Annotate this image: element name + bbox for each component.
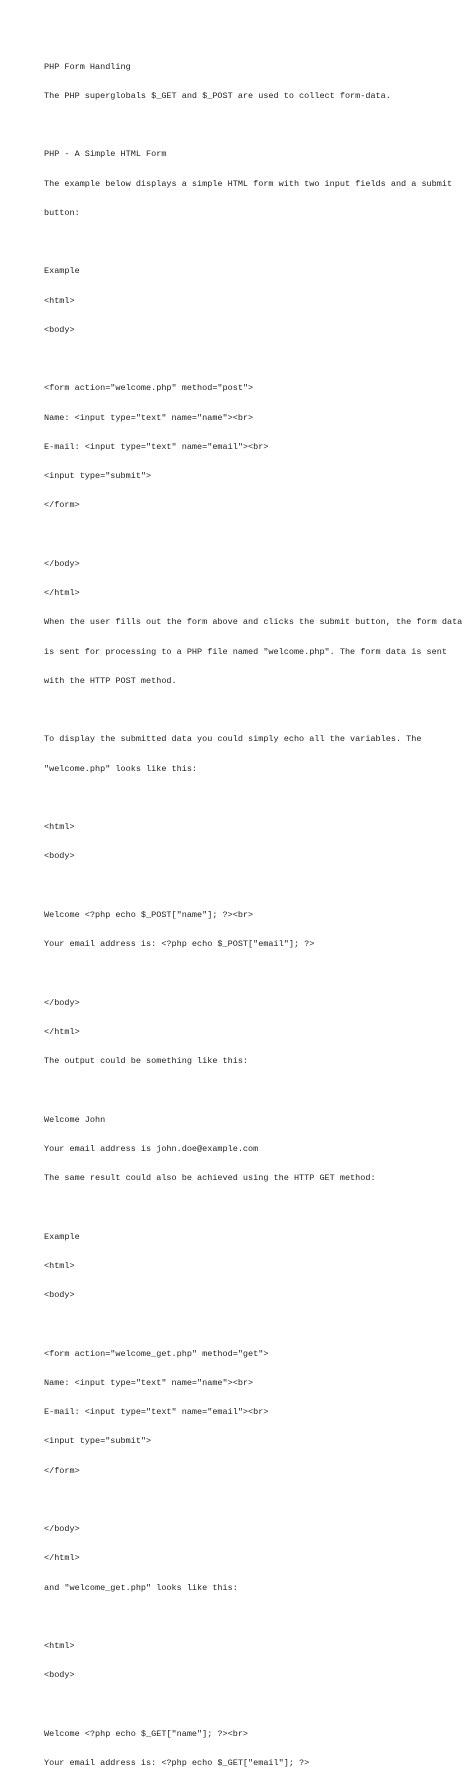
text-line: The example below displays a simple HTML form with two input fields and a submit — [44, 178, 453, 189]
text-line: </body> — [44, 558, 80, 569]
text-line: Your email address is: <?php echo $_POST["email"]; ?> — [44, 939, 315, 949]
text-line: Example — [44, 1231, 80, 1242]
text-line: E-mail: <input type="text" name="email"><br> — [44, 1407, 269, 1417]
text-line — [44, 531, 444, 541]
text-line: Name: <input type="text" name="name"><br> — [44, 412, 254, 423]
text-line: The output could be something like this: — [44, 1056, 249, 1066]
text-line: <form action="welcome.php" method="post"> — [44, 383, 254, 394]
text-line: and "welcome_get.php" looks like this: — [44, 1582, 238, 1593]
text-line: When the user fills out the form above and clicks the submit button, the form data — [44, 617, 463, 628]
text-line — [44, 1613, 444, 1623]
text-line: with the HTTP POST method. — [44, 675, 177, 686]
text-line — [44, 355, 444, 365]
text-line: <html> — [44, 822, 75, 832]
text-line: </body> — [44, 1524, 80, 1534]
text-line — [44, 882, 444, 892]
text-line: "welcome.php" looks like this: — [44, 763, 198, 774]
text-line: <body> — [44, 851, 75, 862]
text-line: The same result could also be achieved using the HTTP GET method: — [44, 1173, 376, 1183]
text-line: <form action="welcome_get.php" method="get"> — [44, 1348, 269, 1359]
text-line: <html> — [44, 1260, 75, 1271]
text-line: <body> — [44, 1290, 75, 1300]
text-line — [44, 1086, 444, 1096]
text-line — [44, 1701, 444, 1711]
text-line: <body> — [44, 324, 75, 335]
text-line: Welcome <?php echo $_GET["name"]; ?><br> — [44, 1728, 249, 1739]
text-line: Your email address is john.doe@example.com — [44, 1143, 259, 1154]
text-line: Name: <input type="text" name="name"><br> — [44, 1377, 254, 1388]
text-line: </form> — [44, 1465, 80, 1476]
text-line: <input type="submit"> — [44, 471, 152, 481]
text-line: </html> — [44, 1553, 80, 1564]
text-line: <html> — [44, 295, 75, 306]
text-line: PHP - A Simple HTML Form — [44, 149, 167, 160]
text-line: Your email address is: <?php echo $_GET["email"]; ?> — [44, 1758, 310, 1768]
text-line — [44, 121, 444, 131]
text-line — [44, 969, 444, 979]
text-line — [44, 1203, 444, 1213]
text-line: <input type="submit"> — [44, 1436, 152, 1447]
text-line: </html> — [44, 588, 80, 598]
text-line — [44, 238, 444, 248]
text-line: Welcome John — [44, 1114, 106, 1125]
text-line — [44, 1496, 444, 1506]
text-line — [44, 706, 444, 716]
text-line: </body> — [44, 997, 80, 1008]
text-line: Welcome <?php echo $_POST["name"]; ?><br> — [44, 909, 254, 920]
text-line: The PHP superglobals $_GET and $_POST are used to collect form-data. — [44, 90, 391, 101]
text-line: </form> — [44, 500, 80, 511]
text-line: E-mail: <input type="text" name="email"><br> — [44, 441, 269, 452]
text-line: <html> — [44, 1641, 75, 1651]
text-line — [44, 794, 444, 804]
text-line: </html> — [44, 1026, 80, 1037]
text-line: PHP Form Handling — [44, 61, 131, 72]
text-line — [44, 1320, 444, 1330]
text-line: Example — [44, 266, 80, 277]
text-line: is sent for processing to a PHP file named "welcome.php". The form data is sent — [44, 646, 447, 657]
text-line: <body> — [44, 1670, 75, 1681]
text-line: To display the submitted data you could simply echo all the variables. The — [44, 734, 422, 745]
text-line: button: — [44, 207, 80, 218]
document-text — [44, 43, 463, 1788]
